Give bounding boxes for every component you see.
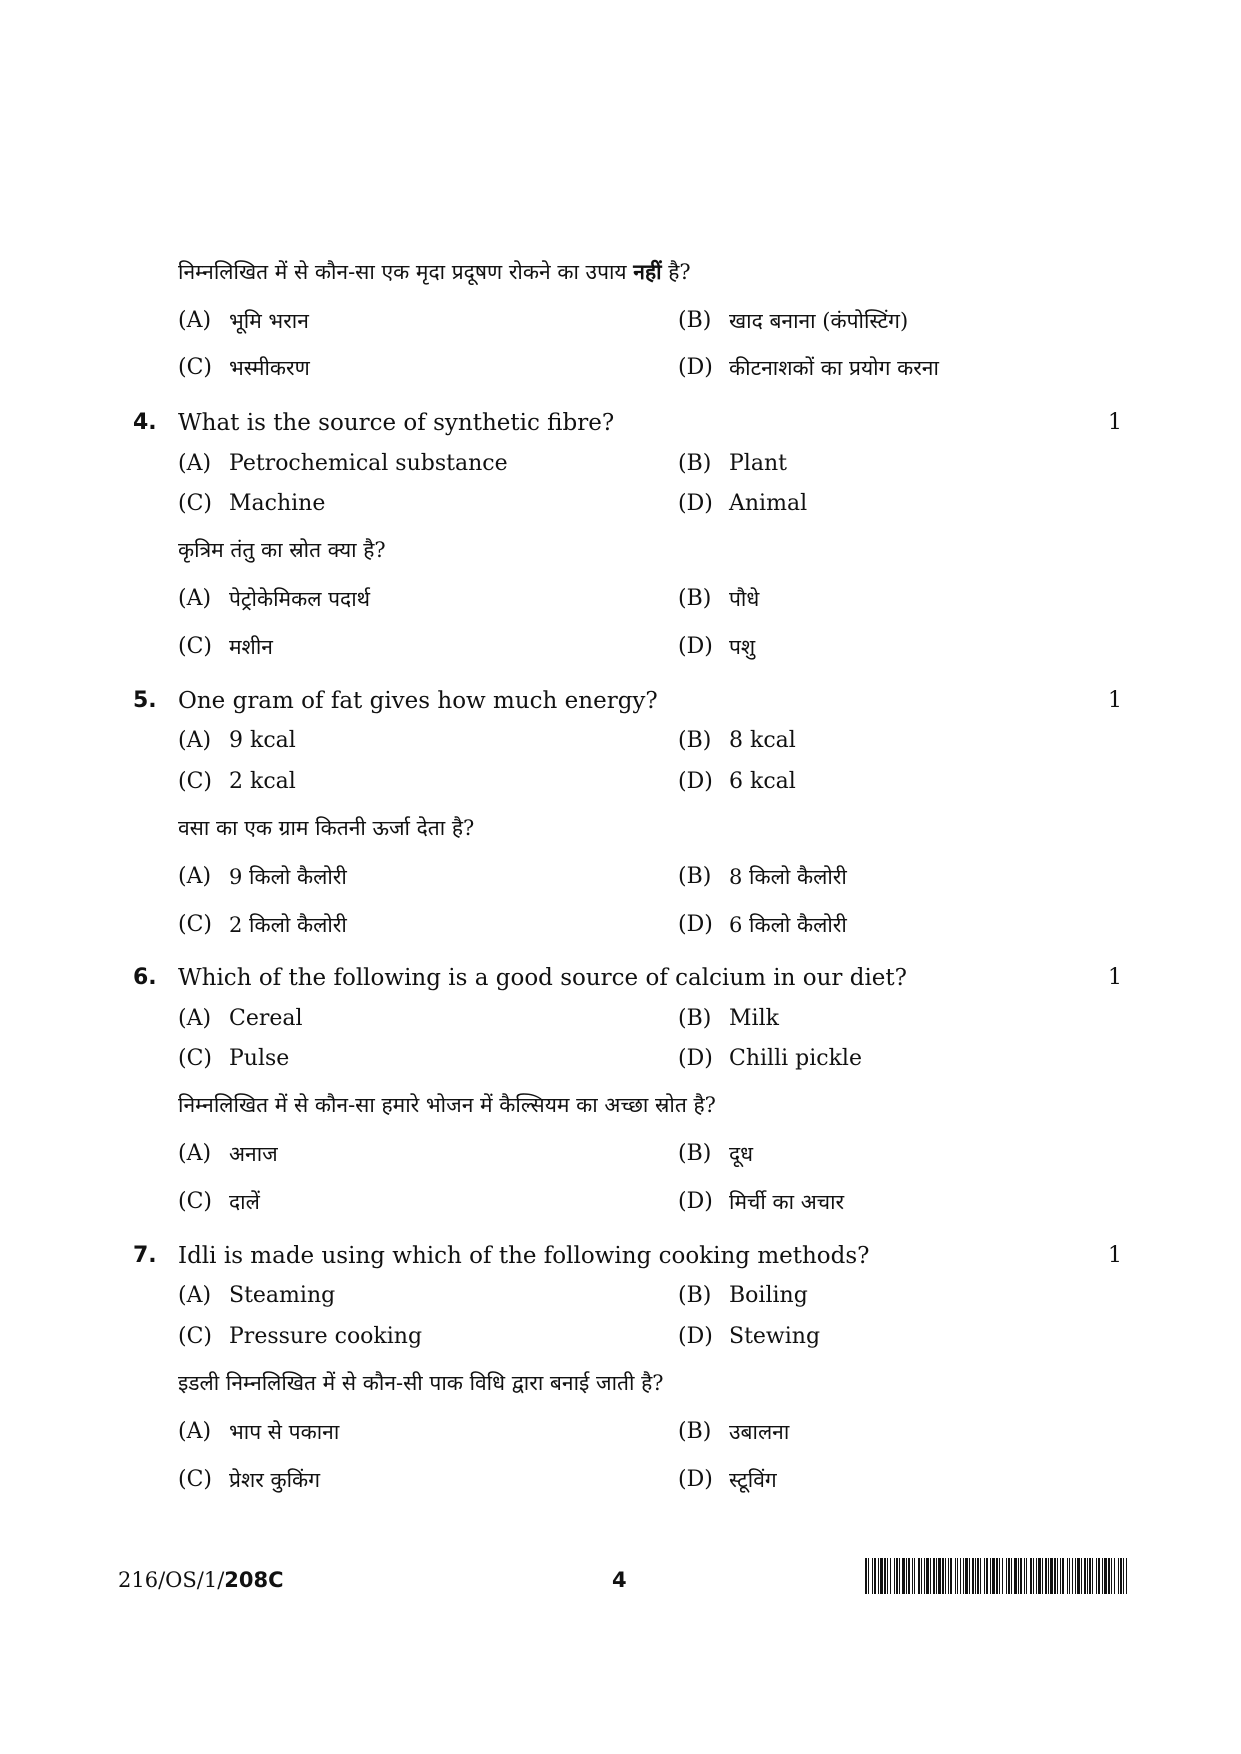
q7-option-a-text: Steaming [229, 1283, 336, 1308]
q7-hi-option-b-label: (B) [678, 1419, 712, 1444]
barcode-bar [880, 1558, 883, 1594]
barcode-bar [908, 1558, 910, 1594]
barcode-bar [878, 1558, 879, 1594]
barcode-bar [972, 1558, 974, 1594]
question-6-marks: 1 [1108, 965, 1122, 990]
q3-hi-option-c-text: भस्मीकरण [229, 356, 310, 380]
q5-option-c-label: (C) [178, 769, 212, 794]
question-6-text-hindi: निम्नलिखित में से कौन-सा हमारे भोजन में कैल्सियम का अच्छा स्रोत है? [178, 1093, 716, 1117]
barcode-bar [902, 1558, 905, 1594]
barcode-bar [921, 1558, 922, 1594]
question-4-number: 4. [133, 410, 157, 435]
barcode-bar [865, 1558, 867, 1594]
barcode-bar [912, 1558, 913, 1594]
barcode-bar [999, 1558, 1000, 1594]
barcode-bar [926, 1558, 929, 1594]
q3-hi-option-a-text: भूमि भरान [229, 309, 309, 333]
question-6-text: Which of the following is a good source of calcium in our diet? [178, 965, 907, 991]
paper-code [118, 1565, 284, 1595]
barcode-bar [1075, 1558, 1076, 1594]
q7-hi-option-d-label: (D) [678, 1467, 713, 1492]
barcode-bar [1060, 1558, 1061, 1594]
q5-hi-option-b-label: (B) [678, 864, 712, 889]
barcode-bar [996, 1558, 998, 1594]
q4-hi-option-d-label: (D) [678, 634, 713, 659]
q5-option-d-label: (D) [678, 769, 713, 794]
q3-hi-text-post: है? [661, 260, 691, 284]
q3-hi-option-a-label: (A) [178, 308, 212, 333]
q5-option-a-text: 9 kcal [229, 728, 296, 753]
barcode-bar [1123, 1558, 1124, 1594]
q4-option-b-label: (B) [678, 451, 712, 476]
q6-hi-option-d-text: मिर्ची का अचार [729, 1190, 845, 1214]
question-4-text: What is the source of synthetic fibre? [178, 410, 615, 436]
barcode-bar [936, 1558, 937, 1594]
barcode-bar [1018, 1558, 1019, 1594]
question-7-text: Idli is made using which of the following cooking methods? [178, 1243, 870, 1269]
q6-hi-option-a-text: अनाज [229, 1142, 278, 1166]
barcode-bar [906, 1558, 907, 1594]
barcode-bar [984, 1558, 985, 1594]
barcode-bar [1069, 1558, 1070, 1594]
barcode-bar [1030, 1558, 1032, 1594]
barcode-bar [1006, 1558, 1007, 1594]
barcode-bar [942, 1558, 944, 1594]
q7-hi-option-a-label: (A) [178, 1419, 212, 1444]
barcode-bar [1092, 1558, 1093, 1594]
barcode-bar [874, 1558, 876, 1594]
q6-option-b-text: Milk [729, 1006, 779, 1031]
q3-hi-option-b-label: (B) [678, 308, 712, 333]
barcode-bar [1084, 1558, 1086, 1594]
question-7-number: 7. [133, 1243, 157, 1268]
barcode-bar [992, 1558, 995, 1594]
barcode-bar [1062, 1558, 1064, 1594]
q7-hi-option-a-text: भाप से पकाना [229, 1420, 340, 1444]
barcode-bar [1098, 1558, 1100, 1594]
barcode-bar [1008, 1558, 1010, 1594]
q7-option-c-text: Pressure cooking [229, 1324, 423, 1349]
paper-code-prefix: 216/OS/1/ [118, 1568, 225, 1592]
q6-option-c-label: (C) [178, 1046, 212, 1071]
q5-hi-option-d-text: 6 किलो कैलोरी [729, 913, 847, 937]
barcode-bar [1057, 1558, 1058, 1594]
q5-option-c-text: 2 kcal [229, 769, 296, 794]
barcode-bar [990, 1558, 991, 1594]
barcode-bar [1118, 1558, 1119, 1594]
question-3-text-hindi [178, 257, 691, 287]
barcode-bar [986, 1558, 988, 1594]
barcode-bar [1096, 1558, 1097, 1594]
question-7-text-hindi: इडली निम्नलिखित में से कौन-सी पाक विधि द्वारा बनाई जाती है? [178, 1371, 664, 1395]
barcode-bar [887, 1558, 888, 1594]
q7-option-b-label: (B) [678, 1283, 712, 1308]
barcode-bar [1014, 1558, 1017, 1594]
page-number: 4 [612, 1568, 627, 1592]
barcode-bar [1111, 1558, 1112, 1594]
barcode-bar [1002, 1558, 1003, 1594]
barcode-bar [938, 1558, 941, 1594]
q4-hi-option-d-text: पशु [729, 635, 756, 659]
barcode-bar [884, 1558, 886, 1594]
barcode-bar [890, 1558, 891, 1594]
barcode-bar [1077, 1558, 1080, 1594]
q4-option-a-text: Petrochemical substance [229, 451, 508, 476]
q4-option-b-text: Plant [729, 451, 787, 476]
q6-hi-option-b-text: दूध [729, 1142, 754, 1166]
q6-hi-option-a-label: (A) [178, 1141, 212, 1166]
barcode-bar [960, 1558, 961, 1594]
barcode-bar [957, 1558, 958, 1594]
q7-hi-option-b-text: उबालना [729, 1420, 790, 1444]
question-5-text: One gram of fat gives how much energy? [178, 688, 658, 714]
paper-code-bold: 208C [224, 1568, 284, 1592]
barcode-bar [894, 1558, 895, 1594]
q7-option-b-text: Boiling [729, 1283, 808, 1308]
barcode-bar [1108, 1558, 1110, 1594]
q5-hi-option-c-label: (C) [178, 912, 212, 937]
q6-hi-option-b-label: (B) [678, 1141, 712, 1166]
q5-hi-option-b-text: 8 किलो कैलोरी [729, 865, 847, 889]
barcode-bar [945, 1558, 946, 1594]
barcode-bar [955, 1558, 956, 1594]
barcode-bar [1050, 1558, 1053, 1594]
q7-option-d-label: (D) [678, 1324, 713, 1349]
q4-option-a-label: (A) [178, 451, 212, 476]
q6-hi-option-d-label: (D) [678, 1189, 713, 1214]
q7-hi-option-d-text: स्टूविंग [729, 1468, 777, 1492]
q5-option-b-label: (B) [678, 728, 712, 753]
question-4-text-hindi: कृत्रिम तंतु का स्रोत क्या है? [178, 538, 386, 562]
barcode-bar [977, 1558, 979, 1594]
barcode-bar [975, 1558, 976, 1594]
barcode-bar [1126, 1558, 1127, 1594]
barcode-bar [872, 1558, 873, 1594]
barcode-bar [933, 1558, 935, 1594]
q6-option-b-label: (B) [678, 1006, 712, 1031]
q4-hi-option-b-text: पौधे [729, 587, 760, 611]
barcode-bar [1036, 1558, 1037, 1594]
barcode-bar [1011, 1558, 1012, 1594]
q3-hi-option-b-text: खाद बनाना (कंपोस्टिंग) [729, 309, 909, 333]
q7-option-c-label: (C) [178, 1324, 212, 1349]
barcode-bar [918, 1558, 920, 1594]
q3-hi-text-pre: निम्नलिखित में से कौन-सा एक मृदा प्रदूषण रोकने का उपाय [178, 260, 634, 284]
q4-option-c-text: Machine [229, 491, 326, 516]
question-5-marks: 1 [1108, 688, 1122, 713]
barcode-bar [969, 1558, 970, 1594]
q5-hi-option-c-text: 2 किलो कैलोरी [229, 913, 347, 937]
q6-hi-option-c-label: (C) [178, 1189, 212, 1214]
barcode-bar [1024, 1558, 1025, 1594]
q5-option-b-text: 8 kcal [729, 728, 796, 753]
barcode-bar [950, 1558, 952, 1594]
q3-hi-text-bold: नहीं [633, 259, 662, 284]
barcode-bar [1020, 1558, 1022, 1594]
barcode-bar [980, 1558, 981, 1594]
barcode-bar [1081, 1558, 1082, 1594]
q4-hi-option-b-label: (B) [678, 586, 712, 611]
barcode-bar [1102, 1558, 1103, 1594]
question-4-marks: 1 [1108, 410, 1122, 435]
q6-option-c-text: Pulse [229, 1046, 290, 1071]
q4-hi-option-a-text: पेट्रोकेमिकल पदार्थ [229, 587, 371, 611]
q6-option-d-label: (D) [678, 1046, 713, 1071]
question-7-marks: 1 [1108, 1243, 1122, 1268]
q4-option-d-text: Animal [729, 491, 808, 516]
barcode-bar [963, 1558, 964, 1594]
barcode-bar [1087, 1558, 1088, 1594]
q3-hi-option-d-text: कीटनाशकों का प्रयोग करना [729, 356, 939, 380]
q7-option-d-text: Stewing [729, 1324, 821, 1349]
q5-option-d-text: 6 kcal [729, 769, 796, 794]
barcode-bar [930, 1558, 931, 1594]
barcode-bar [924, 1558, 925, 1594]
q4-hi-option-c-text: मशीन [229, 635, 273, 659]
barcode-bar [1120, 1558, 1122, 1594]
barcode-bar [948, 1558, 949, 1594]
q3-hi-option-c-label: (C) [178, 355, 212, 380]
q5-hi-option-a-label: (A) [178, 864, 212, 889]
q4-hi-option-c-label: (C) [178, 634, 212, 659]
barcode-bar [1042, 1558, 1043, 1594]
barcode-bar [1114, 1558, 1115, 1594]
q6-option-a-label: (A) [178, 1006, 212, 1031]
q3-hi-option-d-label: (D) [678, 355, 713, 380]
barcode-bar [868, 1558, 869, 1594]
barcode-bar [896, 1558, 898, 1594]
q7-hi-option-c-label: (C) [178, 1467, 212, 1492]
q6-hi-option-c-text: दालें [229, 1190, 260, 1214]
barcode-bar [1089, 1558, 1091, 1594]
question-5-text-hindi: वसा का एक ग्राम कितनी ऊर्जा देता है? [178, 816, 475, 840]
q7-hi-option-c-text: प्रेशर कुकिंग [229, 1468, 321, 1492]
barcode-bar [1048, 1558, 1049, 1594]
barcode-bar [1067, 1558, 1068, 1594]
barcode-bar [1038, 1558, 1041, 1594]
q4-option-d-label: (D) [678, 491, 713, 516]
barcode-bar [1045, 1558, 1047, 1594]
barcode-bar [899, 1558, 900, 1594]
barcode-bar [1026, 1558, 1027, 1594]
q4-hi-option-a-label: (A) [178, 586, 212, 611]
q7-option-a-label: (A) [178, 1283, 212, 1308]
q4-option-c-label: (C) [178, 491, 212, 516]
barcode-bar [1033, 1558, 1034, 1594]
q6-option-a-text: Cereal [229, 1006, 303, 1031]
q5-option-a-label: (A) [178, 728, 212, 753]
q6-option-d-text: Chilli pickle [729, 1046, 862, 1071]
question-6-number: 6. [133, 965, 157, 990]
barcode-bar [914, 1558, 915, 1594]
barcode-image [865, 1558, 1127, 1594]
q5-hi-option-d-label: (D) [678, 912, 713, 937]
barcode-bar [1054, 1558, 1056, 1594]
question-5-number: 5. [133, 688, 157, 713]
barcode-bar [1072, 1558, 1073, 1594]
barcode-bar [1104, 1558, 1107, 1594]
barcode-bar [965, 1558, 968, 1594]
q5-hi-option-a-text: 9 किलो कैलोरी [229, 865, 347, 889]
